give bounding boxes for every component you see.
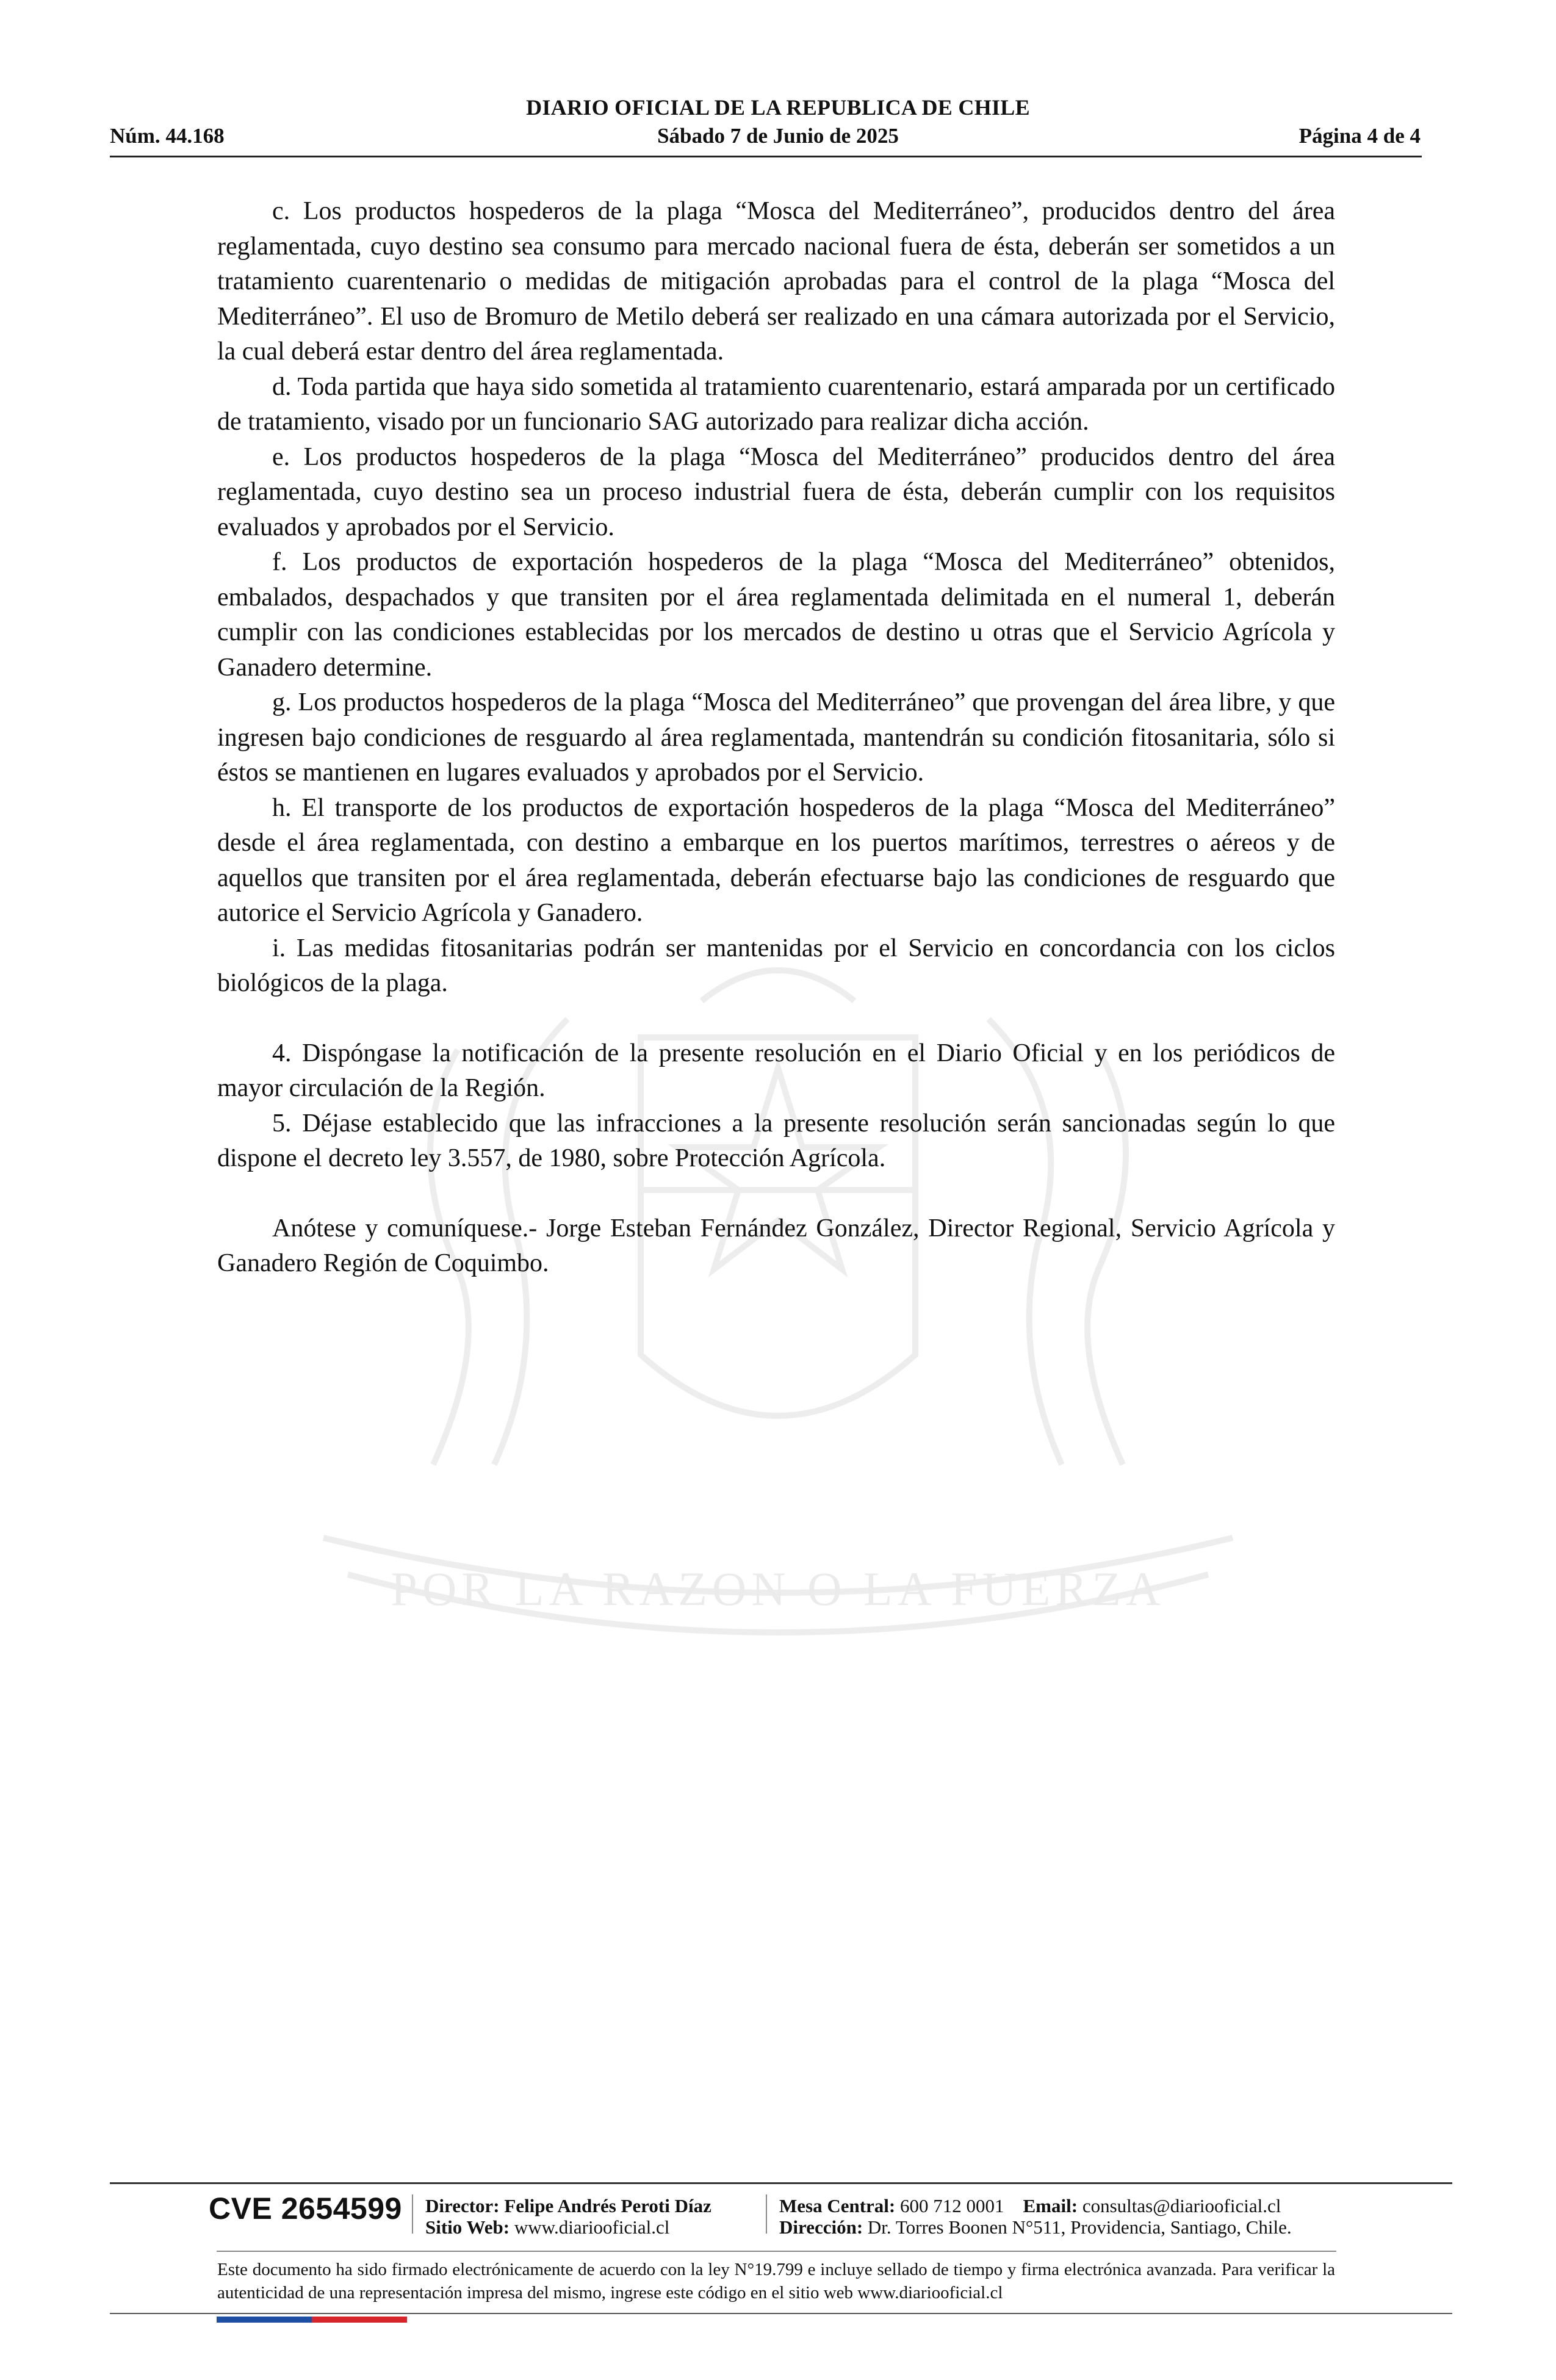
cve-code: CVE 2654599: [209, 2191, 402, 2226]
website-line: Sitio Web: www.diariooficial.cl: [425, 2216, 670, 2238]
paragraph-c: c. Los productos hospederos de la plaga “Mosca del Mediterráneo”, producidos dentro del área reglamentada, cuyo destino sea consumo para mercado nacional fuera de ésta, deberán ser sometidos a un tratamiento cuarentenario o medidas de mitigación aprobadas para el control de la plaga “Mosca del Mediterráneo”. El uso de Bromuro de Metilo deberá ser realizado en una cámara autorizada por el Servicio, la cual deberá estar dentro del área reglamentada.: [217, 197, 1335, 366]
paragraph-4: 4. Dispóngase la notificación de la presente resolución en el Diario Oficial y en los periódicos de mayor circulación de la Región.: [217, 1039, 1335, 1102]
address-line: Dirección: Dr. Torres Boonen N°511, Providencia, Santiago, Chile.: [779, 2216, 1292, 2238]
director-line: Director: Felipe Andrés Peroti Díaz: [425, 2195, 711, 2216]
page-indicator: Página 4 de 4: [1298, 124, 1421, 148]
resolution-body: [217, 194, 1335, 1282]
footer-divider-bottom: [110, 2313, 1452, 2314]
legal-notice: Este documento ha sido firmado electrónicamente de acuerdo con la ley N°19.799 e incluye sellado de tiempo y firma electrónica avanzada. Para verificar la autenticidad de una representación impresa del mismo, ingrese este código en el sitio web www.diariooficial.cl: [217, 2260, 1335, 2302]
newspaper-title: DIARIO OFICIAL DE LA REPUBLICA DE CHILE: [526, 95, 1030, 120]
footer-separator: [412, 2194, 413, 2234]
issue-date: Sábado 7 de Junio de 2025: [657, 124, 899, 148]
footer-divider-top: [110, 2182, 1452, 2184]
paragraph-g: g. Los productos hospederos de la plaga “Mosca del Mediterráneo” que provengan del área libre, y que ingresen bajo condiciones de resguardo al área reglamentada, mantendrán su condición fitosanitaria, sólo si éstos se mantienen en lugares evaluados y aprobados por el Servicio.: [217, 688, 1335, 787]
contact-line: Mesa Central: 600 712 0001 Email: consultas@diariooficial.cl: [779, 2195, 1281, 2216]
paragraph-i: i. Las medidas fitosanitarias podrán ser mantenidas por el Servicio en concordancia con los ciclos biológicos de la plaga.: [217, 934, 1335, 997]
flag-red-segment: [312, 2317, 407, 2323]
signature-paragraph: Anótese y comuníquese.- Jorge Esteban Fernández González, Director Regional, Servicio Agrícola y Ganadero Región de Coquimbo.: [217, 1214, 1335, 1277]
paragraph-h: h. El transporte de los productos de exportación hospederos de la plaga “Mosca del Mediterráneo” desde el área reglamentada, con destino a embarque en los puertos marítimos, terrestres o aéreos y de aquellos que transiten por el área reglamentada, deberán efectuarse bajo las condiciones de resguardo que autorice el Servicio Agrícola y Ganadero.: [217, 793, 1335, 927]
issue-number: Núm. 44.168: [110, 124, 225, 148]
watermark-motto: POR LA RAZON O LA FUERZA: [391, 1562, 1165, 1615]
header-divider: [110, 156, 1422, 157]
footer-separator: [766, 2194, 767, 2234]
paragraph-f: f. Los productos de exportación hospederos de la plaga “Mosca del Mediterráneo” obtenidos, embalados, despachados y que transiten por el área reglamentada delimitada en el numeral 1, deberán cumplir con las condiciones establecidas por los mercados de destino u otras que el Servicio Agrícola y Ganadero determine.: [217, 548, 1335, 682]
flag-blue-segment: [217, 2317, 312, 2323]
paragraph-d: d. Toda partida que haya sido sometida al tratamiento cuarentenario, estará amparada por un certificado de tratamiento, visado por un funcionario SAG autorizado para realizar dicha acción.: [217, 372, 1335, 436]
flag-stripe: [217, 2317, 408, 2323]
paragraph-5: 5. Déjase establecido que las infracciones a la presente resolución serán sancionadas según lo que dispone el decreto ley 3.557, de 1980, sobre Protección Agrícola.: [217, 1109, 1335, 1172]
email-link[interactable]: consultas@diariooficial.cl: [1082, 2195, 1281, 2216]
website-link[interactable]: www.diariooficial.cl: [514, 2216, 670, 2238]
footer-divider-mid: [217, 2251, 1336, 2252]
paragraph-e: e. Los productos hospederos de la plaga “Mosca del Mediterráneo” producidos dentro del área reglamentada, cuyo destino sea un proceso industrial fuera de ésta, deberán cumplir con los requisitos evaluados y aprobados por el Servicio.: [217, 442, 1335, 541]
